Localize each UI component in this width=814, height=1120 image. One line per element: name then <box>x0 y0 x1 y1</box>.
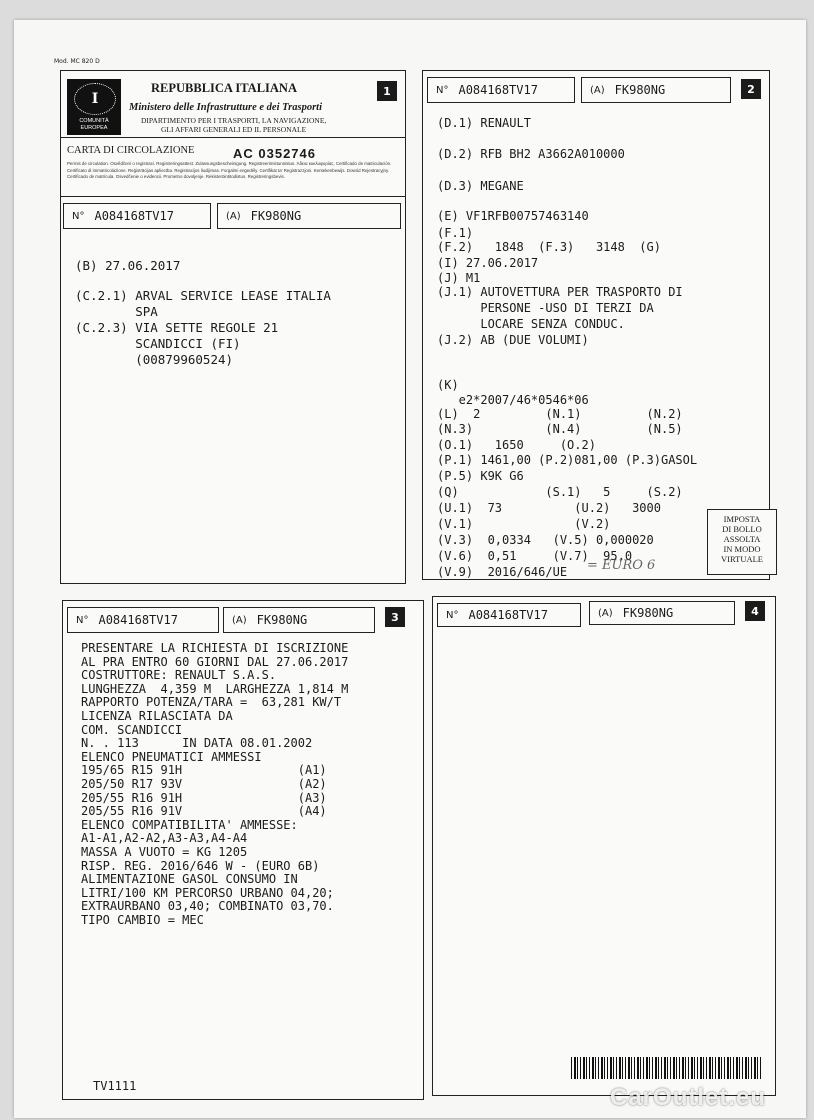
eu-flag-icon: I COMUNITÀ EUROPEA <box>67 79 121 135</box>
plate-number: A084168TV17 <box>94 209 174 223</box>
bollo-line: ASSOLTA <box>723 534 761 544</box>
multilingual-text: Permis de circulation. Osvědčení o registraci. Registreringsattest. Zulassungsbescheinigung. Registreerimistunnistus. Άδεια κυκλοφορίας. Certificado de matriculación. Certificato di immatricolazione. Reģistrācijas apliecība. Registracijos liudijimas. Forgalmi engedély. Certifikat ta' Registrazzjoni. Kentekenbewijs. Dowód Rejestracyjny. Certificado de matrícula. Osvedčenie o evidencii. Prometno dovoljenje. Rekisteröintitodistus. Registreringsbevis. <box>67 161 392 179</box>
eu-caption: COMUNITÀ EUROPEA <box>79 118 109 131</box>
panel-3-text-line: 205/55 R16 91H (A3) <box>81 790 327 805</box>
panel-2-field-line: (V.9) 2016/646/UE <box>437 565 568 579</box>
watermark-logo: CarOutlet.eu <box>610 1084 767 1111</box>
panel-3-text-line: EXTRAURBANO 03,40; COMBINATO 03,70. <box>81 899 334 914</box>
plate-a: FK980NG <box>250 209 302 223</box>
field-c23-code: (00879960524) <box>75 352 234 367</box>
panel-3-text-line: RISP. REG. 2016/646 W - (EURO 6B) <box>81 858 320 873</box>
panel-3-text-line: COSTRUTTORE: RENAULT S.A.S. <box>81 668 277 683</box>
plate-a: FK980NG <box>614 83 666 97</box>
plate-number-box <box>63 203 211 229</box>
panel-3-text-line: LICENZA RILASCIATA DA <box>81 709 233 723</box>
form-code: Mod. MC 820 D <box>54 58 100 65</box>
plate-a-label: (A) <box>598 607 613 619</box>
plate-number-label: N° <box>436 84 449 96</box>
panel-3 <box>62 600 424 1100</box>
panel-2-field-line: LOCARE SENZA CONDUC. <box>437 317 625 331</box>
carta-number: AC 0352746 <box>233 146 316 161</box>
panel-3-text-line: N. . 113 IN DATA 08.01.2002 <box>81 736 313 751</box>
panel-3-text-line: AL PRA ENTRO 60 GIORNI DAL 27.06.2017 <box>81 654 349 669</box>
footer-code: TV1111 <box>93 1079 137 1093</box>
panel-2-field-line: (F.1) <box>437 226 474 240</box>
panel-3-text-line: A1-A1,A2-A2,A3-A3,A4-A4 <box>81 831 248 846</box>
panel-2-field-line: (P.1) 1461,00 (P.2)081,00 (P.3)GASOL <box>437 453 698 467</box>
plate-number: A084168TV17 <box>458 83 538 97</box>
panel-2-field-line: (L) 2 (N.1) (N.2) <box>437 407 683 421</box>
panel-2-field-line: (D.1) RENAULT <box>437 116 531 130</box>
panel-4 <box>432 596 776 1096</box>
plate-a: FK980NG <box>622 606 674 620</box>
panel-2-field-line: (N.3) (N.4) (N.5) <box>437 422 683 436</box>
carta-divider <box>61 196 405 197</box>
panel-3-text-line: 205/50 R17 93V (A2) <box>81 777 327 791</box>
panel-3-text-line: PRESENTARE LA RICHIESTA DI ISCRIZIONE <box>81 641 349 655</box>
carta-label: CARTA DI CIRCOLAZIONE <box>67 145 195 156</box>
panel-2-field-line: (U.1) 73 (U.2) 3000 <box>437 501 661 515</box>
panel-3-text-line: RAPPORTO POTENZA/TARA = 63,281 KW/T <box>81 695 342 710</box>
panel-3-text-line: MASSA A VUOTO = KG 1205 <box>81 845 248 859</box>
plate-number-label: N° <box>76 614 89 626</box>
panel-2-field-line: (V.3) 0,0334 (V.5) 0,000020 <box>437 533 654 547</box>
field-c21: (C.2.1) ARVAL SERVICE LEASE ITALIA <box>75 288 331 303</box>
department-line-2: GLI AFFARI GENERALI ED IL PERSONALE <box>161 125 307 134</box>
panel-3-text-line: 205/55 R16 91V (A4) <box>81 804 327 819</box>
panel-2-field-line: (F.2) 1848 (F.3) 3148 (G) <box>437 240 661 254</box>
panel-2-field-line: (Q) (S.1) 5 (S.2) <box>437 485 683 499</box>
panel-3-text-line: LITRI/100 KM PERCORSO URBANO 04,20; <box>81 885 334 900</box>
panel-3-text-line: LUNGHEZZA 4,359 M LARGHEZZA 1,814 M <box>81 681 349 696</box>
plate-number-box <box>67 607 219 633</box>
plate-number-box <box>427 77 575 103</box>
bollo-line: IMPOSTA <box>723 514 761 524</box>
field-c23: (C.2.3) VIA SETTE REGOLE 21 <box>75 320 279 335</box>
panel-2-field-line: (V.6) 0,51 (V.7) 95,0 <box>437 549 633 563</box>
plate-number-box <box>437 603 581 627</box>
field-c23-city: SCANDICCI (FI) <box>75 336 241 351</box>
plate-number: A084168TV17 <box>98 613 178 627</box>
field-c21-cont: SPA <box>75 304 158 319</box>
republic-title: REPUBBLICA ITALIANA <box>151 81 297 95</box>
field-b: (B) 27.06.2017 <box>75 258 181 273</box>
panel-2-field-line: (J.1) AUTOVETTURA PER TRASPORTO DI <box>437 285 683 299</box>
panel-2-field-line: (V.1) (V.2) <box>437 517 611 531</box>
panel-2-field-line: (D.2) RFB BH2 A3662A010000 <box>437 147 625 161</box>
panel-3-text-line: 195/65 R15 91H (A1) <box>81 763 327 778</box>
plate-a-box <box>581 77 731 103</box>
department-line-1: DIPARTIMENTO PER I TRASPORTI, LA NAVIGAZIONE, <box>141 116 327 125</box>
panel-2-field-line: (O.1) 1650 (O.2) <box>437 438 596 452</box>
plate-number: A084168TV17 <box>468 608 548 622</box>
panel-2-field-line: (E) VF1RFB00757463140 <box>437 209 589 223</box>
barcode <box>571 1057 761 1079</box>
bollo-line: IN MODO <box>723 544 761 554</box>
plate-a: FK980NG <box>256 613 308 627</box>
panel-2-field-line: e2*2007/46*0546*06 <box>437 393 589 407</box>
panel-3-text-line: TIPO CAMBIO = MEC <box>81 913 204 927</box>
panel-2-field-line: (J) M1 <box>437 271 481 285</box>
panel-3-text-line: ELENCO PNEUMATICI AMMESSI <box>81 749 262 764</box>
panel-1 <box>60 70 406 584</box>
plate-a-box <box>217 203 401 229</box>
panel-2-number: 2 <box>741 79 761 99</box>
panel-3-text-line: ALIMENTAZIONE GASOL CONSUMO IN <box>81 872 298 887</box>
plate-number-label: N° <box>446 609 459 621</box>
panel-2-field-line: (D.3) MEGANE <box>437 179 524 193</box>
bollo-stamp <box>707 509 777 575</box>
panel-2-field-line: (K) <box>437 378 459 392</box>
panel-3-text-line: COM. SCANDICCI <box>81 722 183 737</box>
plate-a-label: (A) <box>226 210 241 222</box>
panel-2-field-line: PERSONE -USO DI TERZI DA <box>437 301 654 315</box>
plate-number-label: N° <box>72 210 85 222</box>
plate-a-box <box>589 601 735 625</box>
plate-a-box <box>223 607 375 633</box>
bollo-line: VIRTUALE <box>721 554 763 564</box>
panel-1-number: 1 <box>377 81 397 101</box>
bollo-line: DI BOLLO <box>722 524 762 534</box>
panel-3-number: 3 <box>385 607 405 627</box>
plate-a-label: (A) <box>590 84 605 96</box>
panel-4-number: 4 <box>745 601 765 621</box>
panel-2-field-line: (J.2) AB (DUE VOLUMI) <box>437 333 589 347</box>
panel-2-field-line: (I) 27.06.2017 <box>437 256 539 270</box>
panel-2 <box>422 70 770 580</box>
panel-3-text-line: ELENCO COMPATIBILITA' AMMESSE: <box>81 817 298 832</box>
header-divider <box>61 137 405 138</box>
panel-2-field-line: (P.5) K9K G6 <box>437 469 524 483</box>
handwritten-euro6: = EURO 6 <box>587 558 656 573</box>
plate-a-label: (A) <box>232 614 247 626</box>
ministry-title: Ministero delle Infrastrutture e dei Trasporti <box>129 102 323 113</box>
